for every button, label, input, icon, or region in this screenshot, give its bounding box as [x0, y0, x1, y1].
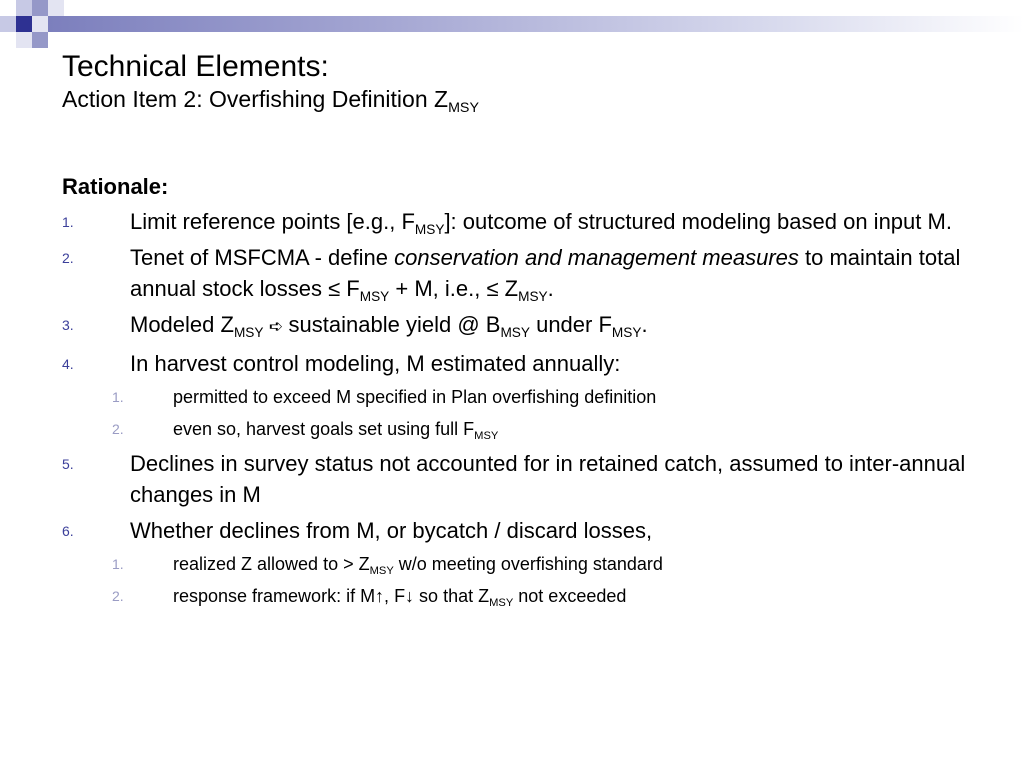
item-subscript: MSY	[414, 221, 445, 237]
subitem-subscript: MSY	[369, 564, 394, 577]
item-text: Limit reference points [e.g., F	[130, 209, 415, 234]
sub-list-number: 2.	[112, 421, 124, 437]
list-number: 5.	[62, 456, 74, 472]
slide-subtitle	[62, 84, 479, 114]
banner-square	[48, 0, 64, 16]
banner-square	[32, 0, 48, 16]
slide-title: Technical Elements:	[62, 50, 329, 83]
item-text: Whether declines from M, or bycatch / discard losses,	[130, 518, 653, 543]
sub-list-item	[62, 551, 972, 577]
item-text: to maintain total annual stock losses ≤ F	[130, 245, 961, 301]
list-item	[62, 309, 972, 343]
list-number: 2.	[62, 250, 74, 266]
sub-list-number: 1.	[112, 389, 124, 405]
sub-list-item	[62, 384, 972, 410]
sub-list-item	[62, 416, 972, 442]
subitem-text: realized Z allowed to > Z	[173, 554, 370, 574]
item-text: Declines in survey status not accounted for in retained catch, assumed to inter-annual changes in M	[130, 451, 966, 507]
banner-square	[16, 32, 32, 48]
subtitle-text: Action Item 2: Overfishing Definition Z	[62, 86, 449, 112]
arrow-icon: ➪	[263, 317, 289, 337]
item-subscript: MSY	[359, 288, 390, 304]
banner-square	[16, 0, 32, 16]
subitem-text: even so, harvest goals set using full F	[173, 419, 475, 439]
banner-square	[16, 16, 32, 32]
list-number: 1.	[62, 214, 74, 230]
item-text: Modeled Z	[130, 312, 234, 337]
item-text: In harvest control modeling, M estimated annually:	[130, 351, 621, 376]
item-subscript: MSY	[500, 324, 530, 340]
banner-square	[0, 16, 16, 32]
subitem-subscript: MSY	[474, 429, 499, 442]
item-subscript: MSY	[233, 324, 264, 340]
banner-gradient-bar	[48, 16, 1024, 32]
list-item	[62, 348, 972, 379]
banner-square	[32, 32, 48, 48]
subitem-text: permitted to exceed M specified in Plan overfishing definition	[173, 387, 657, 407]
list-item	[62, 206, 972, 237]
sub-list-number: 2.	[112, 588, 124, 604]
sub-list-item	[62, 583, 972, 609]
list-number: 6.	[62, 523, 74, 539]
item-text: ]: outcome of structured modeling based on input M.	[444, 209, 952, 234]
item-text: under F	[529, 312, 612, 337]
item-subscript: MSY	[518, 288, 548, 304]
item-text: sustainable yield @ B	[288, 312, 501, 337]
sub-list-number: 1.	[112, 556, 124, 572]
item-text: + M, i.e., ≤ Z	[389, 276, 519, 301]
item-text: .	[641, 312, 648, 337]
list-item	[62, 448, 972, 510]
list-number: 4.	[62, 356, 74, 372]
item-text: Tenet of MSFCMA - define	[130, 245, 395, 270]
subitem-text: not exceeded	[513, 586, 627, 606]
subitem-subscript: MSY	[489, 596, 514, 609]
subitem-text: w/o meeting overfishing standard	[393, 554, 663, 574]
list-item	[62, 515, 972, 546]
item-subscript: MSY	[611, 324, 642, 340]
title-block	[62, 50, 479, 114]
content-body	[62, 172, 972, 615]
list-number: 3.	[62, 317, 74, 333]
section-heading: Rationale:	[62, 174, 169, 199]
subitem-text: response framework: if M↑, F↓ so that Z	[173, 586, 490, 606]
item-emphasis: conservation and management measures	[394, 245, 799, 270]
banner-square	[32, 16, 48, 32]
list-item	[62, 242, 972, 304]
subtitle-subscript: MSY	[448, 99, 479, 116]
item-text: .	[547, 276, 554, 301]
